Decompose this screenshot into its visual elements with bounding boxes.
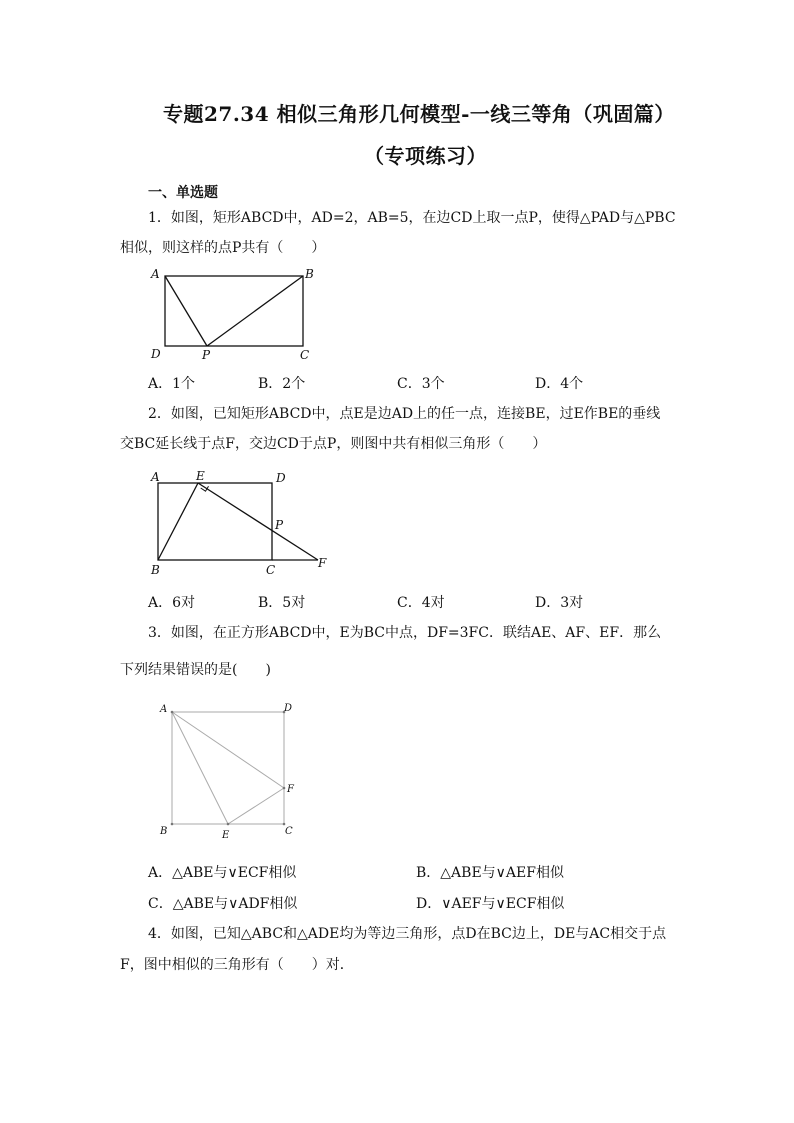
q3-label-d: D: [284, 703, 293, 714]
q2-figure: [148, 468, 338, 578]
q2-label-a: A: [151, 470, 160, 484]
page-subtitle: （专项练习）: [364, 144, 487, 168]
q1-text-line2: 相似，则这样的点P共有（ ）: [120, 240, 326, 256]
q1-label-b: B: [305, 267, 314, 281]
q1-segment-ap: [165, 276, 207, 346]
q4-text-line2: F，图中相似的三角形有（ ）对．: [120, 957, 354, 973]
q2-label-p: P: [275, 518, 284, 532]
q1-option-c[interactable]: C．3个: [397, 376, 445, 392]
q3-label-a: A: [160, 704, 168, 715]
q3-segment-ef: [228, 788, 284, 824]
q1-option-a[interactable]: A．1个: [148, 376, 196, 392]
q2-label-b: B: [151, 563, 160, 577]
q2-segment-ef: [198, 483, 318, 560]
q3-option-a[interactable]: A．△ABE与∨ECF相似: [148, 865, 297, 881]
q2-label-d: D: [276, 471, 286, 485]
q1-option-b[interactable]: B．2个: [258, 376, 306, 392]
q3-option-b[interactable]: B．△ABE与∨AEF相似: [416, 865, 564, 881]
q3-label-f: F: [287, 784, 294, 795]
q3-label-e: E: [222, 830, 230, 841]
q3-label-c: C: [285, 826, 293, 837]
q2-option-d[interactable]: D．3对: [535, 595, 584, 611]
q2-segment-be: [158, 483, 198, 560]
q3-segment-ae: [172, 712, 228, 824]
q3-text-line1: 3．如图，在正方形ABCD中，E为BC中点，DF=3FC．联结AE、AF、EF．那么: [148, 625, 662, 641]
q1-figure: [148, 266, 318, 366]
q3-option-d[interactable]: D．∨AEF与∨ECF相似: [416, 896, 565, 912]
q1-label-p: P: [202, 348, 211, 362]
q2-label-c: C: [266, 563, 276, 577]
q2-option-c[interactable]: C．4对: [397, 595, 445, 611]
q2-label-f: F: [318, 556, 327, 570]
q1-label-c: C: [300, 348, 310, 362]
page-title: 专题27.34 相似三角形几何模型-一线三等角（巩固篇）: [163, 102, 675, 126]
q1-option-d[interactable]: D．4个: [535, 376, 584, 392]
q1-label-d: D: [151, 347, 161, 361]
q2-option-a[interactable]: A．6对: [148, 595, 196, 611]
q3-figure: [150, 697, 310, 847]
q3-text-line2: 下列结果错误的是( ): [120, 662, 271, 678]
q4-text-line1: 4．如图，已知△ABC和△ADE均为等边三角形，点D在BC边上，DE与AC相交于点: [148, 926, 667, 942]
q3-label-b: B: [160, 826, 168, 837]
q1-text-line1: 1．如图，矩形ABCD中，AD=2，AB=5，在边CD上取一点P，使得△PAD与△PBC: [148, 210, 676, 226]
section-heading: 一、单选题: [148, 185, 218, 201]
q3-segment-af: [172, 712, 284, 788]
q3-option-c[interactable]: C．△ABE与∨ADF相似: [148, 896, 298, 912]
q1-label-a: A: [151, 267, 160, 281]
q2-label-e: E: [196, 469, 205, 483]
q2-text-line2: 交BC延长线于点F，交边CD于点P，则图中共有相似三角形（ ）: [120, 436, 547, 452]
q2-option-b[interactable]: B．5对: [258, 595, 306, 611]
q1-segment-bp: [207, 276, 303, 346]
q2-text-line1: 2．如图，已知矩形ABCD中，点E是边AD上的任一点，连接BE，过E作BE的垂线: [148, 406, 661, 422]
q3-square: [172, 712, 284, 824]
